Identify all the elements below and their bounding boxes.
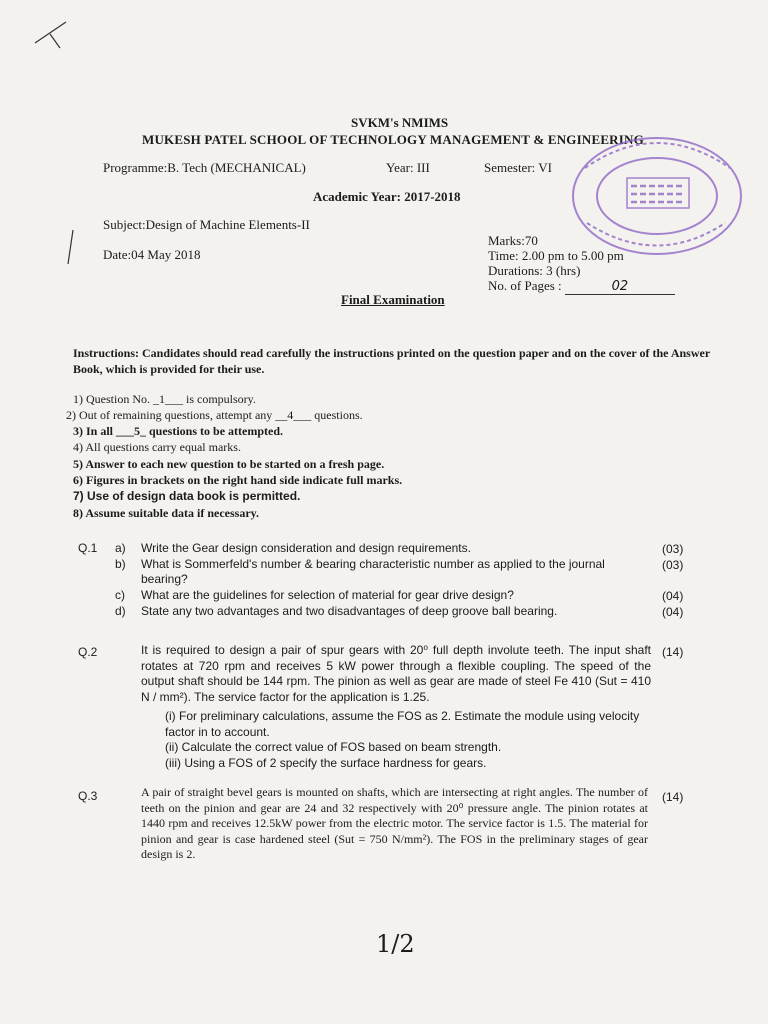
exam-time: Time: 2.00 pm to 5.00 pm <box>488 248 624 263</box>
question-text: What is Sommerfeld's number & bearing characteristic number as applied to the journal bearing? <box>141 557 605 586</box>
institution-name: SVKM's NMIMS <box>351 115 449 130</box>
question-text: Write the Gear design consideration and design requirements. <box>141 541 471 555</box>
question-marks: (14) <box>662 645 684 659</box>
question-subpart: (i) For preliminary calculations, assume the FOS as 2. Estimate the module using velocity factor in to account. <box>165 709 640 739</box>
pages-label: No. of Pages : <box>488 278 565 293</box>
instruction-item: 6) Figures in brackets on the right hand side indicate full marks. <box>73 473 403 487</box>
library-stamp-icon <box>565 128 745 263</box>
question-marks: (04) <box>662 589 684 603</box>
programme: Programme:B. Tech (MECHANICAL) <box>103 160 306 175</box>
question-sub: b) <box>115 557 126 571</box>
question-label: Q.1 <box>78 541 98 555</box>
question-marks: (04) <box>662 605 684 619</box>
question-text: A pair of straight bevel gears is mounted on shafts, which are intersecting at right angles. The number of teeth on the pinion and gear are 24 and 32 respectively with 20⁰ pressure angle. The pinion rotates at 1440 rpm and receives 12.5kW power from the electric motor. The service factor is 1.5. The material for pinion and gear is case hardened steel (Sut = 750 N/mm²). The FOS in the preliminary stages of gear design is 2. <box>141 785 648 861</box>
instruction-item: 3) In all ___5_ questions to be attempted. <box>73 424 284 438</box>
question-marks: (14) <box>662 790 684 804</box>
instruction-item: 1) Question No. _1___ is compulsory. <box>73 392 256 406</box>
pages-row <box>488 278 675 295</box>
page-number: 1/2 <box>376 930 415 958</box>
question-subpart: (iii) Using a FOS of 2 specify the surface hardness for gears. <box>165 756 487 770</box>
question-marks: (03) <box>662 542 684 556</box>
instruction-item: 5) Answer to each new question to be started on a fresh page. <box>73 457 385 471</box>
instruction-item: 4) All questions carry equal marks. <box>73 440 241 454</box>
question-text: It is required to design a pair of spur gears with 20⁰ full depth involute teeth. The input shaft rotates at 720 rpm and receives 5 kW power through a flexible coupling. The speed of the output shaft should be 144 rpm. The pinion as well as gear are made of steel Fe 410 (Sut = 410 N / mm²). The service factor for the application is 1.25. <box>141 643 651 704</box>
question-label: Q.3 <box>78 789 98 803</box>
instruction-item: 8) Assume suitable data if necessary. <box>73 506 259 520</box>
year: Year: III <box>386 160 430 175</box>
question-text: What are the guidelines for selection of material for gear drive design? <box>141 588 514 602</box>
question-sub: a) <box>115 541 126 555</box>
pen-mark-icon <box>30 18 70 50</box>
instructions-intro: Instructions: Candidates should read carefully the instructions printed on the question paper and on the cover of the Answer Book, which is provided for their use. <box>73 346 710 376</box>
question-sub: c) <box>115 588 125 602</box>
exam-title: Final Examination <box>341 292 445 307</box>
duration: Durations: 3 (hrs) <box>488 263 581 278</box>
question-sub: d) <box>115 604 126 618</box>
pages-value: 02 <box>565 279 675 295</box>
instruction-item: 2) Out of remaining questions, attempt any __4___ questions. <box>66 408 363 422</box>
subject: Subject:Design of Machine Elements-II <box>103 217 310 232</box>
semester: Semester: VI <box>484 160 552 175</box>
academic-year: Academic Year: 2017-2018 <box>313 189 461 204</box>
marks: Marks:70 <box>488 233 538 248</box>
question-marks: (03) <box>662 558 684 572</box>
question-text: State any two advantages and two disadvantages of deep groove ball bearing. <box>141 604 558 618</box>
margin-mark-icon <box>64 228 78 268</box>
question-label: Q.2 <box>78 645 98 659</box>
instruction-item: 7) Use of design data book is permitted. <box>73 489 301 503</box>
question-subpart: (ii) Calculate the correct value of FOS based on beam strength. <box>165 740 502 754</box>
school-name: MUKESH PATEL SCHOOL OF TECHNOLOGY MANAGEMENT & ENGINEERING <box>142 132 644 147</box>
exam-date: Date:04 May 2018 <box>103 247 201 262</box>
